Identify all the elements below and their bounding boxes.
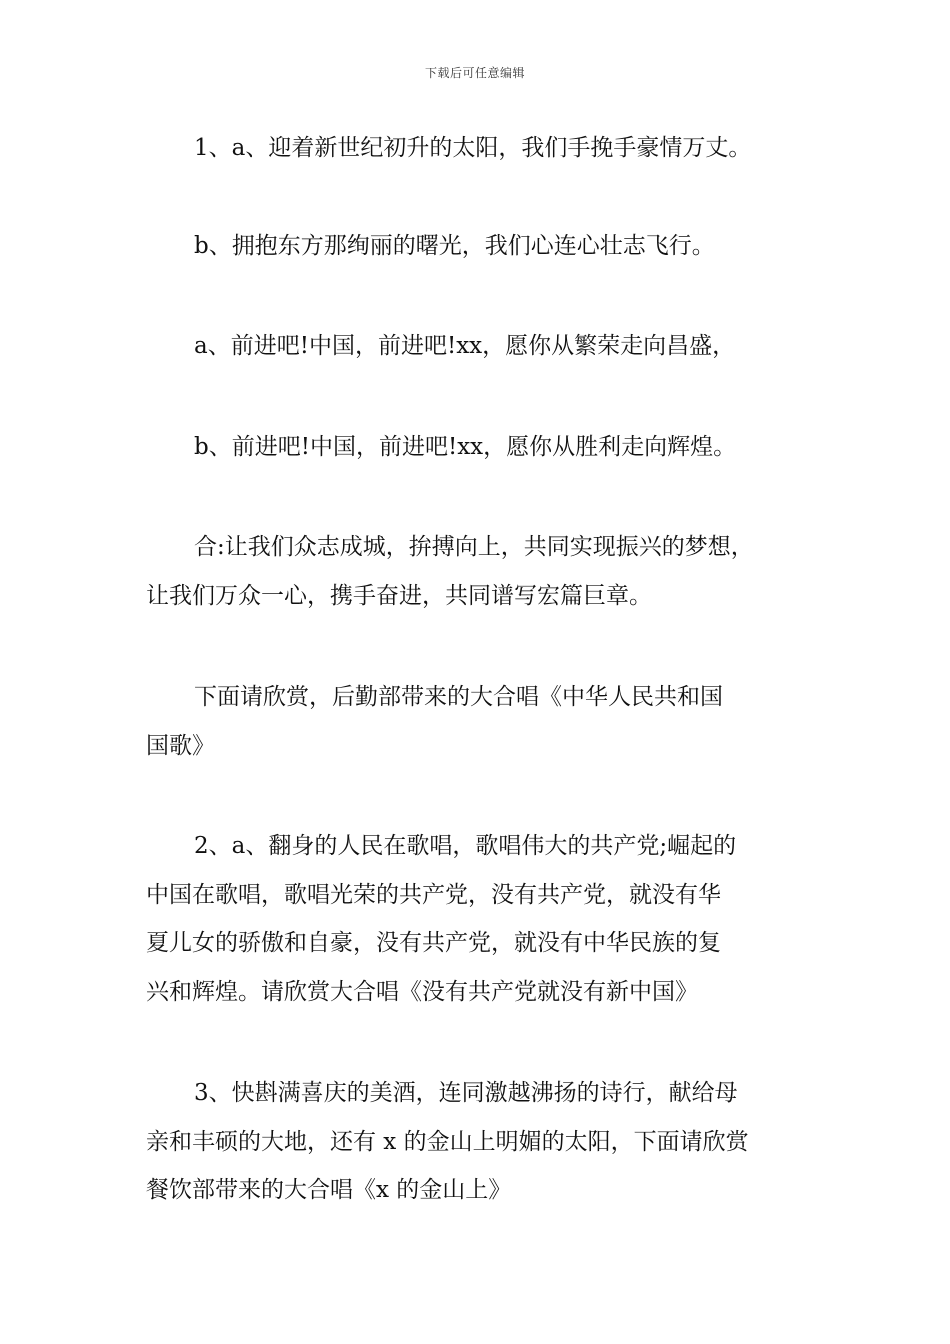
page-header: 下载后可任意编辑 [424,66,525,80]
text-line: 合:让我们众志成城，拚搏向上，共同实现振兴的梦想， [194,534,754,560]
paragraph-1 [146,124,816,173]
text-line: 国歌》 [146,732,215,759]
text-line: 中国在歌唱，歌唱光荣的共产党，没有共产党，就没有华 [146,881,721,908]
paragraph-section-2 [146,822,816,1016]
paragraph-chorus [146,523,816,620]
text-line: b、前进吧!中国，前进吧!xx，愿你从胜利走向辉煌。 [194,434,737,460]
paragraph-3 [146,322,816,371]
paragraph-anthem [146,673,816,770]
text-line: 亲和丰硕的大地，还有 x 的金山上明媚的太阳，下面请欣赏 [146,1128,749,1155]
text-line: 兴和辉煌。请欣赏大合唱《没有共产党就没有新中国》 [146,978,698,1005]
text-line: 餐饮部带来的大合唱《x 的金山上》 [146,1177,512,1203]
text-line: 3、快斟满喜庆的美酒，连同激越沸扬的诗行，献给母 [194,1080,738,1106]
paragraph-4 [146,423,816,472]
text-line: b、拥抱东方那绚丽的曙光，我们心连心壮志飞行。 [194,233,715,259]
paragraph-2 [146,222,816,271]
paragraph-section-3 [146,1069,816,1215]
text-line: 1、a、迎着新世纪初升的太阳，我们手挽手豪情万丈。 [194,135,752,161]
text-line: 2、a、翻身的人民在歌唱，歌唱伟大的共产党;崛起的 [194,833,737,859]
text-line: 让我们万众一心，携手奋进，共同谱写宏篇巨章。 [146,582,652,609]
text-line: 下面请欣赏，后勤部带来的大合唱《中华人民共和国 [194,684,723,710]
text-line: 夏儿女的骄傲和自豪，没有共产党，就没有中华民族的复 [146,930,721,956]
text-line: a、前进吧!中国，前进吧!xx，愿你从繁荣走向昌盛， [194,333,736,359]
